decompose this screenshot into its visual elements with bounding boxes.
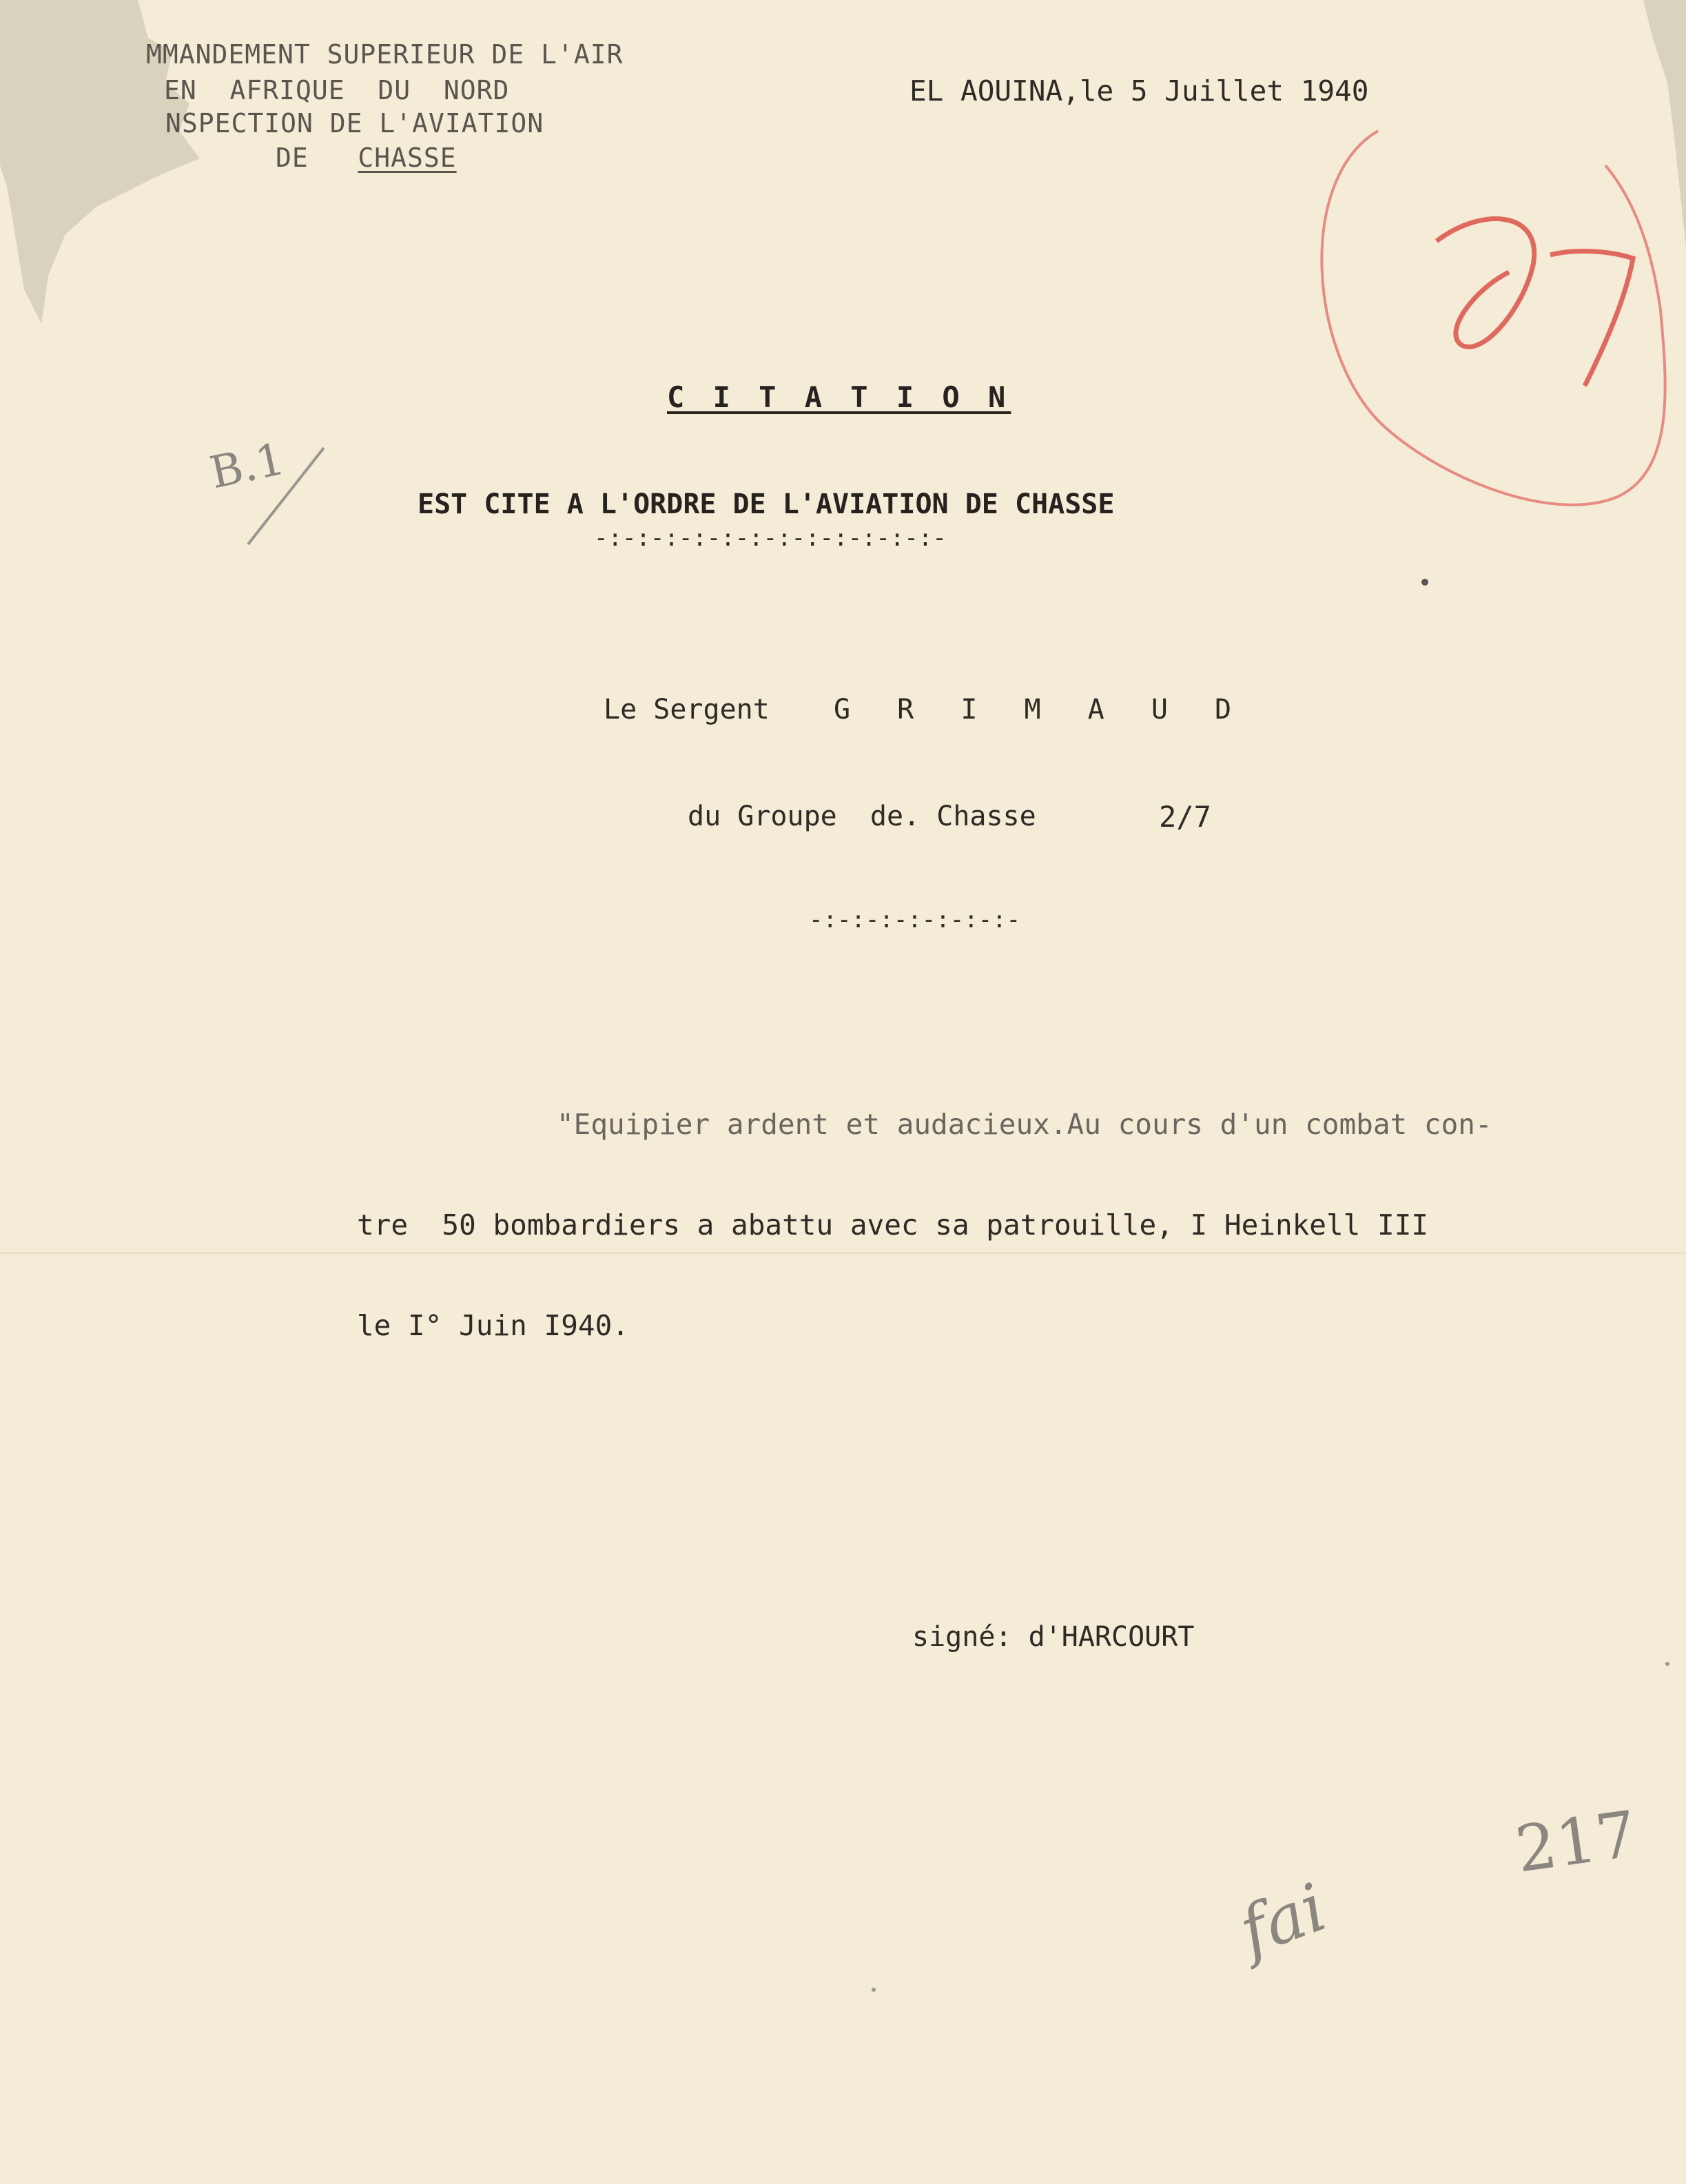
document-subtitle: EST CITE A L'ORDRE DE L'AVIATION DE CHASSE: [418, 488, 1115, 520]
letterhead-line-2: EN AFRIQUE DU NORD: [164, 75, 510, 105]
citation-line-2: tre 50 bombardiers a abattu avec sa patrouille, I Heinkell III: [357, 1208, 1429, 1242]
letterhead-de: DE: [276, 143, 358, 173]
place-date: EL AOUINA,le 5 Juillet 1940: [909, 74, 1369, 107]
citation-line-3: le I° Juin I940.: [357, 1309, 629, 1342]
unit-line: du Groupe de. Chasse: [688, 801, 1036, 832]
unit-number: 2/7: [1159, 800, 1211, 834]
pencil-note-b: 217: [1511, 1797, 1642, 1887]
letterhead-chasse: CHASSE: [358, 143, 457, 173]
document-title: C I T A T I O N: [667, 380, 1011, 414]
pencil-note-a: fai: [1229, 1868, 1336, 1970]
letterhead-line-3: NSPECTION DE L'AVIATION: [165, 108, 544, 138]
recipient-rank: Le Sergent: [604, 694, 770, 725]
recipient-name: G R I M A U D: [834, 694, 1247, 725]
margin-note: B.1: [205, 433, 289, 499]
signature: signé: d'HARCOURT: [912, 1621, 1195, 1653]
separator-long: -:-:-:-:-:-:-:-:-:-:-:-:-: [594, 524, 947, 552]
citation-line-1: "Equipier ardent et audacieux.Au cours d'un combat con-: [557, 1108, 1492, 1141]
letterhead-line-1: MMANDEMENT SUPERIEUR DE L'AIR: [146, 39, 624, 70]
separator-short: -:-:-:-:-:-:-:-: [809, 906, 1021, 934]
